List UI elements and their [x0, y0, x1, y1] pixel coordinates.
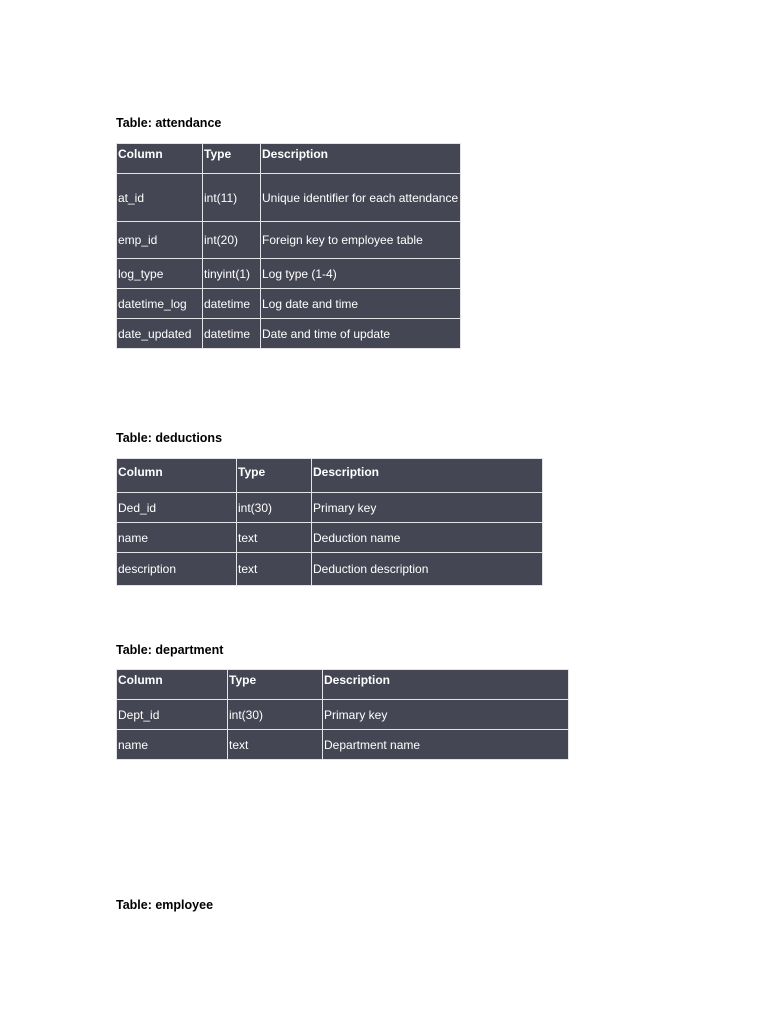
description-cell: Primary key [323, 700, 569, 730]
description-cell: Deduction description [312, 553, 543, 586]
table-row [117, 289, 461, 319]
column-cell: name [117, 730, 228, 760]
deductions-table [116, 458, 543, 586]
column-cell: emp_id [117, 222, 203, 259]
table-caption-employee: Table: employee [116, 898, 214, 912]
column-header: Column [117, 670, 228, 700]
description-header: Description [323, 670, 569, 700]
type-header: Type [237, 459, 312, 493]
column-cell: date_updated [117, 319, 203, 349]
table-header-row [117, 670, 569, 700]
table-header-row [117, 144, 461, 174]
type-cell: int(30) [228, 700, 323, 730]
description-cell: Department name [323, 730, 569, 760]
column-cell: at_id [117, 174, 203, 222]
column-cell: Ded_id [117, 493, 237, 523]
type-cell: text [237, 523, 312, 553]
column-cell: log_type [117, 259, 203, 289]
type-cell: tinyint(1) [203, 259, 261, 289]
table-row [117, 319, 461, 349]
column-cell: datetime_log [117, 289, 203, 319]
column-header: Column [117, 144, 203, 174]
table-caption-attendance: Table: attendance [116, 116, 222, 130]
table-caption-deductions: Table: deductions [116, 431, 223, 445]
column-cell: Dept_id [117, 700, 228, 730]
type-header: Type [203, 144, 261, 174]
type-cell: datetime [203, 289, 261, 319]
table-row [117, 259, 461, 289]
type-cell: text [237, 553, 312, 586]
type-cell: int(20) [203, 222, 261, 259]
description-header: Description [261, 144, 461, 174]
description-cell: Log date and time [261, 289, 461, 319]
description-cell: Unique identifier for each attendance [261, 174, 461, 222]
table-row [117, 553, 543, 586]
attendance-table [116, 143, 461, 349]
table-row [117, 700, 569, 730]
column-cell: name [117, 523, 237, 553]
column-header: Column [117, 459, 237, 493]
type-cell: datetime [203, 319, 261, 349]
type-cell: int(30) [237, 493, 312, 523]
table-header-row [117, 459, 543, 493]
column-cell: description [117, 553, 237, 586]
description-cell: Foreign key to employee table [261, 222, 461, 259]
description-cell: Deduction name [312, 523, 543, 553]
type-cell: text [228, 730, 323, 760]
department-table [116, 669, 569, 760]
table-row [117, 523, 543, 553]
description-header: Description [312, 459, 543, 493]
table-row [117, 493, 543, 523]
description-cell: Log type (1-4) [261, 259, 461, 289]
type-header: Type [228, 670, 323, 700]
description-cell: Date and time of update [261, 319, 461, 349]
description-cell: Primary key [312, 493, 543, 523]
table-row [117, 174, 461, 222]
table-row [117, 222, 461, 259]
type-cell: int(11) [203, 174, 261, 222]
table-caption-department: Table: department [116, 643, 224, 657]
table-row [117, 730, 569, 760]
